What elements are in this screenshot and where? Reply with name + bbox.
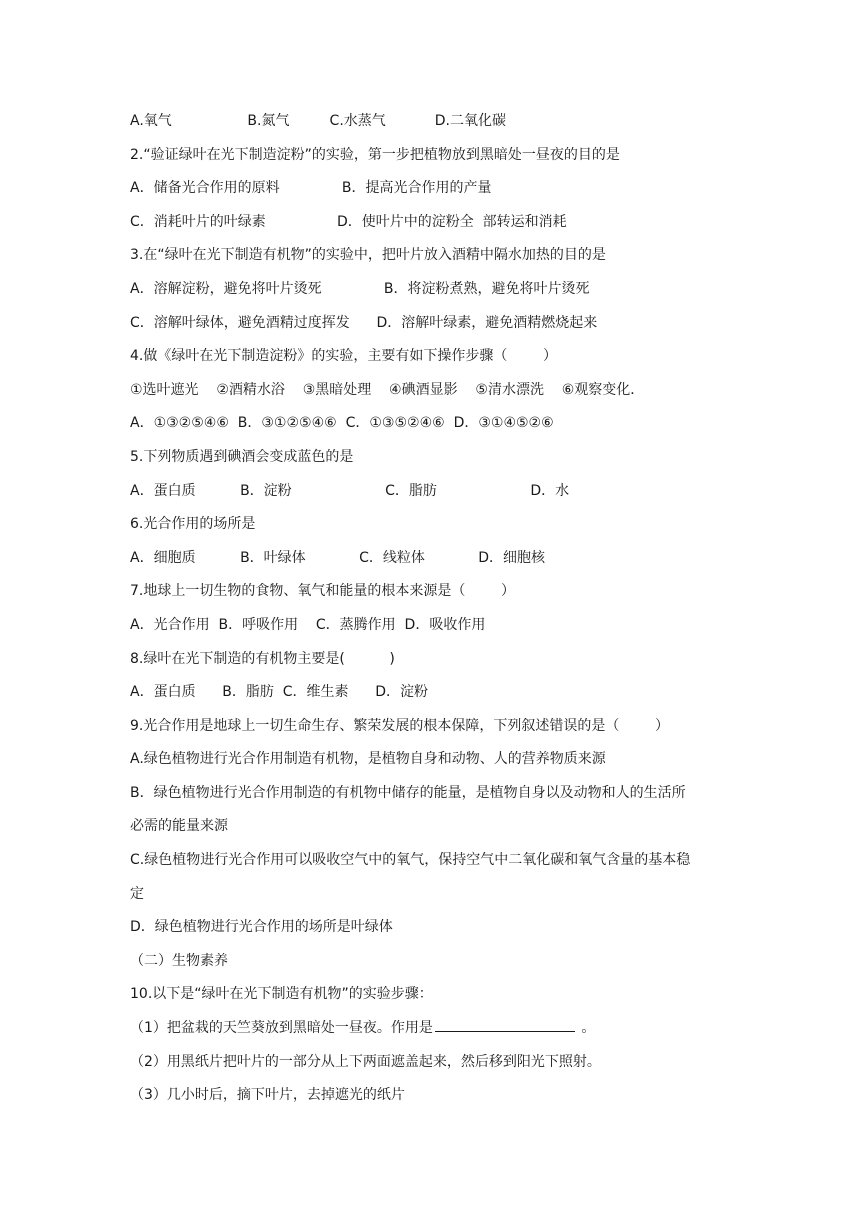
q9-option-a: A.绿色植物进行光合作用制造有机物，是植物自身和动物、人的营养物质来源 [130, 751, 606, 768]
q3-options-cd: C．溶解叶绿体，避免酒精过度挥发 D．溶解叶绿素，避免酒精燃烧起来 [130, 314, 598, 331]
q8-stem: 8.绿叶在光下制造的有机物主要是( ) [130, 650, 395, 667]
q9-option-b2: 必需的能量来源 [130, 818, 228, 835]
q10-step-1-prefix: （1）把盆栽的天竺葵放到黑暗处一昼夜。作用是 [130, 1020, 433, 1037]
q2-stem: 2.“验证绿叶在光下制造淀粉”的实验，第一步把植物放到黑暗处一昼夜的目的是 [130, 146, 620, 163]
q2-options-cd: C．消耗叶片的叶绿素 D．使叶片中的淀粉全 部转运和消耗 [130, 213, 567, 230]
section-2-heading: （二）生物素养 [130, 952, 228, 969]
question-lines [130, 110, 740, 1017]
q10-stem: 10.以下是“绿叶在光下制造有机物”的实验步骤： [130, 986, 433, 1003]
q6-stem: 6.光合作用的场所是 [130, 516, 256, 533]
q4-options: A．①③②⑤④⑥ B．③①②⑤④⑥ C．①③⑤②④⑥ D．③①④⑤②⑥ [130, 415, 554, 432]
q9-option-c1: C.绿色植物进行光合作用可以吸收空气中的氧气，保持空气中二氧化碳和氧气含量的基本稳 [130, 852, 691, 869]
q7-options: A．光合作用 B．呼吸作用 C．蒸腾作用 D．吸收作用 [130, 616, 486, 633]
q9-option-d: D．绿色植物进行光合作用的场所是叶绿体 [130, 919, 393, 936]
q10-step-1 [130, 1017, 740, 1051]
q9-option-c2: 定 [130, 885, 144, 902]
q4-stem: 4.做《绿叶在光下制造淀粉》的实验，主要有如下操作步骤（ ） [130, 348, 557, 365]
q3-options-ab: A．溶解淀粉，避免将叶片烫死 B．将淀粉煮熟，避免将叶片烫死 [130, 280, 590, 297]
document-page [130, 110, 740, 1118]
q3-stem: 3.在“绿叶在光下制造有机物”的实验中，把叶片放入酒精中隔水加热的目的是 [130, 247, 606, 264]
answer-blank[interactable] [435, 1017, 575, 1032]
q8-options: A．蛋白质 B．脂肪 C．维生素 D．淀粉 [130, 684, 429, 701]
q10-step-3: （3）几小时后，摘下叶片，去掉遮光的纸片 [130, 1087, 405, 1104]
q5-options: A．蛋白质 B．淀粉 C．脂肪 D．水 [130, 482, 570, 499]
q10-step-2: （2）用黑纸片把叶片的一部分从上下两面遮盖起来，然后移到阳光下照射。 [130, 1053, 601, 1070]
q7-stem: 7.地球上一切生物的食物、氧气和能量的根本来源是（ ） [130, 583, 515, 600]
q6-options: A．细胞质 B．叶绿体 C．线粒体 D．细胞核 [130, 549, 546, 566]
q1-options: A.氧气 B.氮气 C.水蒸气 D.二氧化碳 [130, 113, 506, 129]
q4-steps: ①选叶遮光 ②酒精水浴 ③黑暗处理 ④碘酒显影 ⑤清水漂洗 ⑥观察变化． [130, 381, 645, 398]
q9-stem: 9.光合作用是地球上一切生命生存、繁荣发展的根本保障，下列叙述错误的是（ ） [130, 717, 669, 734]
q5-stem: 5.下列物质遇到碘酒会变成蓝色的是 [130, 448, 354, 465]
q10-step-1-suffix: 。 [576, 1020, 596, 1037]
q2-options-ab: A．储备光合作用的原料 B．提高光合作用的产量 [130, 180, 492, 197]
q9-option-b1: B．绿色植物进行光合作用制造的有机物中储存的能量，是植物自身以及动物和人的生活所 [130, 784, 686, 801]
